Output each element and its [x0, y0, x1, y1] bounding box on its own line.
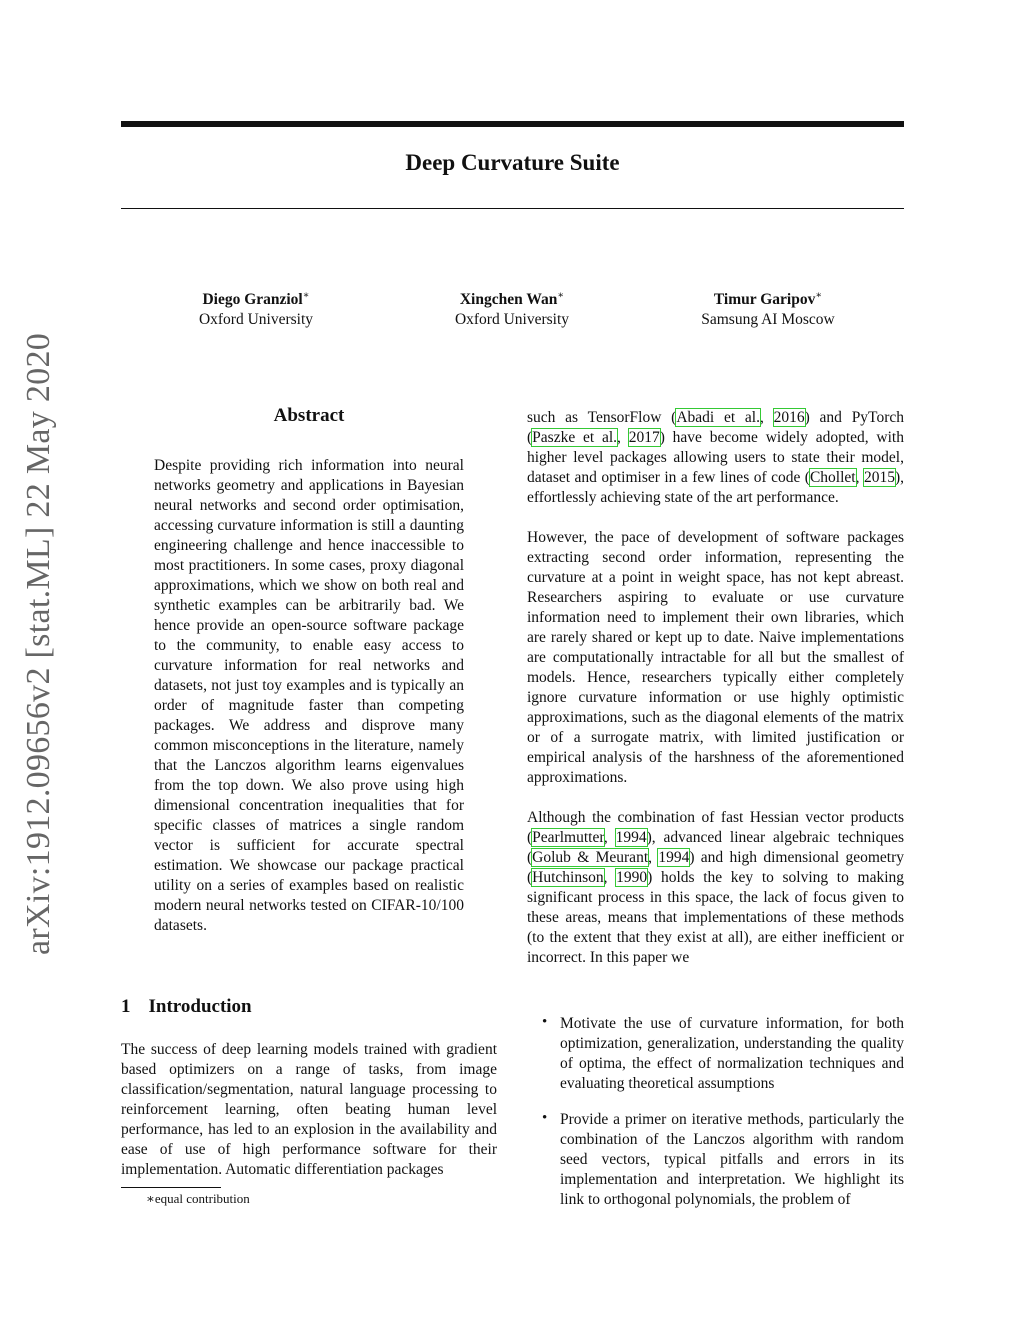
citation-link[interactable]: Golub & Meurant — [532, 849, 649, 866]
author-block — [648, 286, 888, 330]
text-run: ) and PyTorch ( — [527, 409, 904, 446]
citation-link[interactable]: Chollet — [809, 469, 856, 486]
citation-link[interactable]: 1994 — [615, 829, 647, 846]
bullet-item: Provide a primer on iterative methods, particularly the combination of the Lanczos algorithm with random seed vectors, typical pitfalls and errors in its implementation and interpretation. We highlight its link to orthogonal polynomials, the problem of — [560, 1111, 904, 1208]
citation-link[interactable]: Pearlmutter — [532, 829, 604, 846]
citation-link[interactable]: 2015 — [863, 469, 895, 486]
author-name: Diego Granziol — [202, 291, 303, 309]
section-heading-introduction — [121, 996, 270, 1018]
text-run: Although the combination of fast Hessian vector products ( — [527, 809, 904, 846]
text-run: , — [603, 829, 616, 846]
paper-title: Deep Curvature Suite — [405, 150, 620, 175]
text-run: , — [648, 849, 659, 866]
arxiv-stamp: arXiv:1912.09656v2 [stat.ML] 22 May 2020 — [20, 332, 57, 955]
footnote-rule — [121, 1187, 221, 1188]
text-run: ), effortlessly achieving state of the art performance. — [527, 469, 904, 506]
citation-link[interactable]: Paszke et al. — [532, 429, 618, 446]
citation-link[interactable]: Abadi et al. — [676, 409, 760, 426]
top-thick-rule — [121, 121, 904, 127]
section-title: Introduction — [148, 996, 252, 1017]
citation-link[interactable]: 1994 — [658, 849, 690, 866]
text-run: ) and high dimensional geometry ( — [527, 849, 904, 886]
footnote: ∗equal contribution — [146, 1191, 250, 1206]
author-name: Xingchen Wan — [459, 291, 558, 309]
citation-link[interactable]: 1990 — [616, 869, 648, 886]
bullet-dot: • — [542, 1014, 548, 1030]
text-run: ) have become widely adopted, with higher level packages allowing users to state their model, dataset and optimiser in a few lines of code ( — [527, 429, 904, 486]
text-run: , — [855, 469, 864, 486]
introduction-body: The success of deep learning models trained with gradient based optimizers on a range of tasks, from image classification/segmentation, natural language processing to reinforcement learning, often beating human level performance, has led to an explosion in the availability and ease of use of high performance software for their implementation. Automatic differentiation packages — [121, 1041, 497, 1178]
text-run: , — [617, 429, 629, 446]
author-block — [136, 286, 376, 330]
text-run: such as TensorFlow ( — [527, 409, 677, 426]
text-run: ) holds the key to solving to making significant process in this space, the lack of focus given to these areas, means that implementations of these methods (to the extent that they exist at all), are either inefficient or incorrect. In this paper we — [527, 869, 904, 966]
abstract-heading: Abstract — [273, 405, 345, 426]
paragraph-software-packages — [527, 408, 904, 508]
equal-contribution-mark: ∗ — [815, 290, 823, 301]
equal-contribution-mark: ∗ — [557, 290, 565, 301]
bullet-dot: • — [542, 1110, 548, 1126]
author-affiliation: Oxford University — [198, 311, 314, 329]
paragraph-combination — [527, 808, 904, 968]
author-affiliation: Samsung AI Moscow — [701, 311, 835, 329]
equal-contribution-mark: ∗ — [302, 290, 310, 301]
author-block — [392, 286, 632, 330]
paragraph-pace-of-development: However, the pace of development of software packages extracting second order information, representing the curvature at a point in weight space, has not kept abreast. Researchers aspiring to evaluate or use curvature information need to implement their own libraries, which are rarely shared or kept up to date. Naive implementations are computationally intractable for all but the smallest of models. Hence, researchers typically either completely ignore curvature information or use highly optimistic approximations, such as the diagonal elements of the matrix or of a surrogate matrix, with limited justification or empirical analysis of the harshness of the aforementioned approximations. — [527, 529, 904, 786]
section-number: 1 — [121, 996, 131, 1017]
author-affiliation: Oxford University — [454, 311, 570, 329]
abstract-body: Despite providing rich information into neural networks geometry and applications in Bayesian neural networks and second order optimisation, accessing curvature information is still a daunting engineering challenge and hence inaccessible to most practitioners. In some cases, proxy diagonal approximations, which we show on both real and synthetic examples can be arbitrarily bad. We hence provide an open-source software package to the community, to enable easy access to curvature information for real networks and datasets, not just toy examples and is typically an order of magnitude faster than competing packages. We address and disprove many common misconceptions in the literature, namely that the Lanczos algorithm learns eigenvalues from the top down. We also prove using high dimensional concentration inequalities that for specific classes of matrices a single random vector is sufficient for accurate spectral estimation. We showcase our package practical utility on a series of examples based on realistic modern neural networks tested on CIFAR-10/100 datasets. — [154, 457, 464, 934]
author-name: Timur Garipov — [713, 291, 816, 309]
text-run: , — [759, 409, 774, 426]
text-run: , — [603, 869, 617, 886]
citation-link[interactable]: Hutchinson — [532, 869, 604, 886]
text-run: ), advanced linear algebraic techniques ( — [527, 829, 904, 866]
citation-link[interactable]: 2016 — [773, 409, 805, 426]
citation-link[interactable]: 2017 — [628, 429, 660, 446]
bullet-item: Motivate the use of curvature information, for both optimization, generalization, understanding the quality of optima, the effect of normalization techniques and evaluating theoretical assumptions — [560, 1015, 904, 1092]
title-bottom-rule — [121, 208, 904, 209]
